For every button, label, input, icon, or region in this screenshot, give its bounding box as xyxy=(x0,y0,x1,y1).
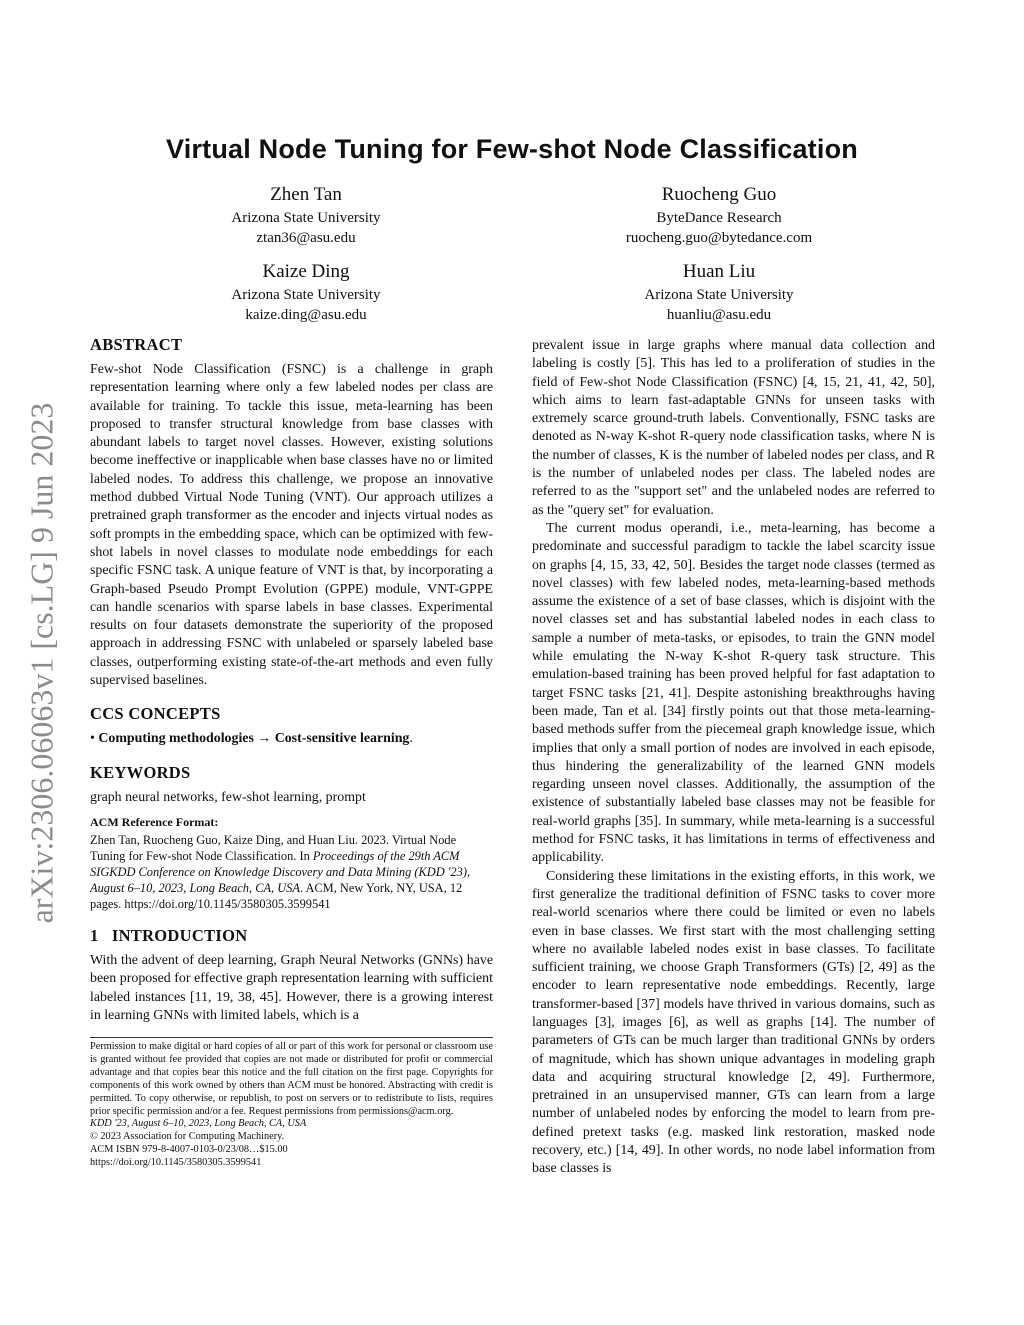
introduction-paragraph: Considering these limitations in the existing efforts, in this work, we first generalize the traditional definition of FSNC tasks to cover more real-world scenarios where there could be limited or even no labels even in base classes. We first start with the most challenging setting where no available labeled nodes exist in base classes. To facilitate sufficient training, we choose Graph Transformers (GTs) [2, 49] as the encoder to learn representative node embeddings. Recently, large transformer-based [37] models have thrived in various domains, such as languages [3], images [6], as well as graphs [14]. The number of parameters of GTs can be much larger than traditional GNNs by orders of magnitude, which has shown unique advantages in modeling graph data and acquiring structural knowledge [2, 49]. Furthermore, pretrained in an unsupervised manner, GTs can learn from a large number of unlabeled nodes by enforcing the model to learn from pre-defined pretext tasks (e.g. masked link restoration, masked node recovery, etc.) [14, 49]. In other words, no node label information from base classes is xyxy=(532,868,935,1177)
ccs-heading: CCS CONCEPTS xyxy=(90,704,221,724)
introduction-paragraph: With the advent of deep learning, Graph Neural Networks (GNNs) have been proposed for effective graph representation learning with sufficient labeled instances [11, 19, 38, 45]. However, there is a growing interest in learning GNNs with limited labels, which is a xyxy=(90,952,493,1023)
acm-reference-heading: ACM Reference Format: xyxy=(90,814,219,829)
conference-info: KDD '23, August 6–10, 2023, Long Beach, CA, USA xyxy=(90,1118,307,1130)
author-email: ztan36@asu.edu xyxy=(256,230,356,246)
left-column xyxy=(90,335,493,1025)
author-email: huanliu@asu.edu xyxy=(666,307,772,323)
author-name: Ruocheng Guo xyxy=(661,184,777,205)
section-title: INTRODUCTION xyxy=(111,925,248,945)
author-name: Huan Liu xyxy=(682,261,756,282)
ccs-bullet: • xyxy=(90,731,95,747)
isbn-line: ACM ISBN 979-8-4007-0103-0/23/08…$15.00 xyxy=(90,1144,288,1156)
footnote-rule xyxy=(90,1037,493,1038)
abstract-heading: ABSTRACT xyxy=(90,335,183,354)
introduction-heading xyxy=(90,926,493,946)
keywords-text: graph neural networks, few-shot learning, prompt xyxy=(90,789,366,805)
acm-reference-prefix: Zhen Tan, Ruocheng Guo, Kaize Ding, and Huan Liu. 2023. Virtual Node Tuning for Few-shot Node Classification. In xyxy=(90,832,457,863)
ccs-concepts xyxy=(90,730,493,748)
author-affiliation: Arizona State University xyxy=(644,287,794,303)
footnote xyxy=(90,1041,493,1170)
author-affiliation: Arizona State University xyxy=(231,287,381,303)
author-block xyxy=(569,260,869,325)
author-block xyxy=(569,183,869,248)
introduction-paragraph: The current modus operandi, i.e., meta-learning, has become a predominate and successful paradigm to tackle the label scarcity issue on graphs [4, 15, 33, 42, 50]. Besides the target node classes (termed as novel classes) with few labeled nodes, meta-learning-based methods assume the existence of a set of base classes, which is disjoint with the novel classes set and has substantial labeled nodes in each class to sample a number of meta-tasks, or episodes, to train the GNN model while emulating the N-way K-shot R-query task structure. This emulation-based training has been proved helpful for fast adaptation to target FSNC tasks [21, 41]. Despite astonishing breakthroughs having been made, Tan et al. [34] firstly points out that those meta-learning-based methods suffer from the piecemeal graph knowledge issue, which implies that only a small portion of nodes are involved in each episode, thus hindering the generalizability of the learned GNN models regarding unseen novel classes. Additionally, the assumption of the existence of substantially labeled base classes may not be feasible for real-world graphs [35]. In summary, while meta-learning is a successful method for FSNC tasks, it has limitations in terms of effectiveness and applicability. xyxy=(532,520,935,866)
author-affiliation: ByteDance Research xyxy=(656,210,782,226)
author-email: ruocheng.guo@bytedance.com xyxy=(625,230,813,246)
acm-reference-venue: Proceedings of the 29th ACM SIGKDD Conference on Knowledge Discovery and Data Mining (KDD '23), August 6–10, 2023, Long Beach, CA, USA xyxy=(90,848,471,895)
arxiv-identifier-text: arXiv:2306.06063v1 [cs.LG] 9 Jun 2023 xyxy=(23,402,60,924)
introduction-paragraph-continued: prevalent issue in large graphs where manual data collection and labeling is costly [5]. This has led to a proliferation of studies in the field of Few-shot Node Classification (FSNC) [4, 15, 21, 41, 42, 50], which aims to learn fast-adaptable GNNs for unseen tasks with extremely scarce ground-truth labels. Conventionally, FSNC tasks are denoted as N-way K-shot R-query node classification tasks, where N is the number of classes, K is the number of labeled nodes per class, and R is the number of unlabeled nodes per class. The labeled nodes are referred to as the "support set" and the unlabeled nodes are referred to as the "query set" for evaluation. xyxy=(532,338,935,518)
author-affiliation: Arizona State University xyxy=(231,210,381,226)
paper-title: Virtual Node Tuning for Few-shot Node Classification xyxy=(166,134,858,164)
doi-line: https://doi.org/10.1145/3580305.3599541 xyxy=(90,1157,262,1169)
keywords-heading: KEYWORDS xyxy=(90,762,191,782)
acm-reference-suffix: . ACM, New York, NY, USA, 12 pages. https://doi.org/10.1145/3580305.3599541 xyxy=(90,880,463,911)
author-email: kaize.ding@asu.edu xyxy=(245,307,367,323)
abstract-text: Few-shot Node Classification (FSNC) is a challenge in graph representation learning where only a few labeled nodes per class are available for training. To tackle this issue, meta-learning has been proposed to transfer structural knowledge from base classes with abundant labels to target novel classes. However, existing solutions become ineffective or inapplicable when base classes have no or limited labeled nodes. To address this challenge, we propose an innovative method dubbed Virtual Node Tuning (VNT). Our approach utilizes a pretrained graph transformer as the encoder and injects virtual nodes as soft prompts in the embedding space, which can be optimized with few-shot labels in novel classes to modulate node embeddings for each specific FSNC task. A unique feature of VNT is that, by incorporating a Graph-based Pseudo Prompt Evolution (GPPE) module, VNT-GPPE can handle scenarios with sparse labels in base classes. Experimental results on four datasets demonstrate the superiority of the proposed approach in addressing FSNC with unlabeled or sparsely labeled base classes, outperforming existing state-of-the-art methods and even fully supervised baselines. xyxy=(90,362,493,689)
permission-notice: Permission to make digital or hard copies of all or part of this work for personal or classroom use is granted without fee provided that copies are not made or distributed for profit or commercial advantage and that copies bear this notice and the full citation on the first page. Copyrights for components of this work owned by others than ACM must be honored. Abstracting with credit is permitted. To copy otherwise, or republish, to post on servers or to redistribute to lists, requires prior specific permission and/or a fee. Request permissions from permissions@acm.org. xyxy=(90,1041,493,1117)
copyright-line: © 2023 Association for Computing Machinery. xyxy=(90,1131,285,1143)
author-name: Kaize Ding xyxy=(262,261,350,282)
section-number: 1 xyxy=(90,925,99,945)
author-block xyxy=(156,183,456,248)
ccs-suffix: . xyxy=(409,731,413,747)
acm-reference-text xyxy=(90,832,493,912)
author-block xyxy=(156,260,456,325)
right-column xyxy=(532,337,935,1179)
author-name: Zhen Tan xyxy=(270,184,342,205)
ccs-concept: Computing methodologies → Cost-sensitive learning xyxy=(98,731,410,747)
